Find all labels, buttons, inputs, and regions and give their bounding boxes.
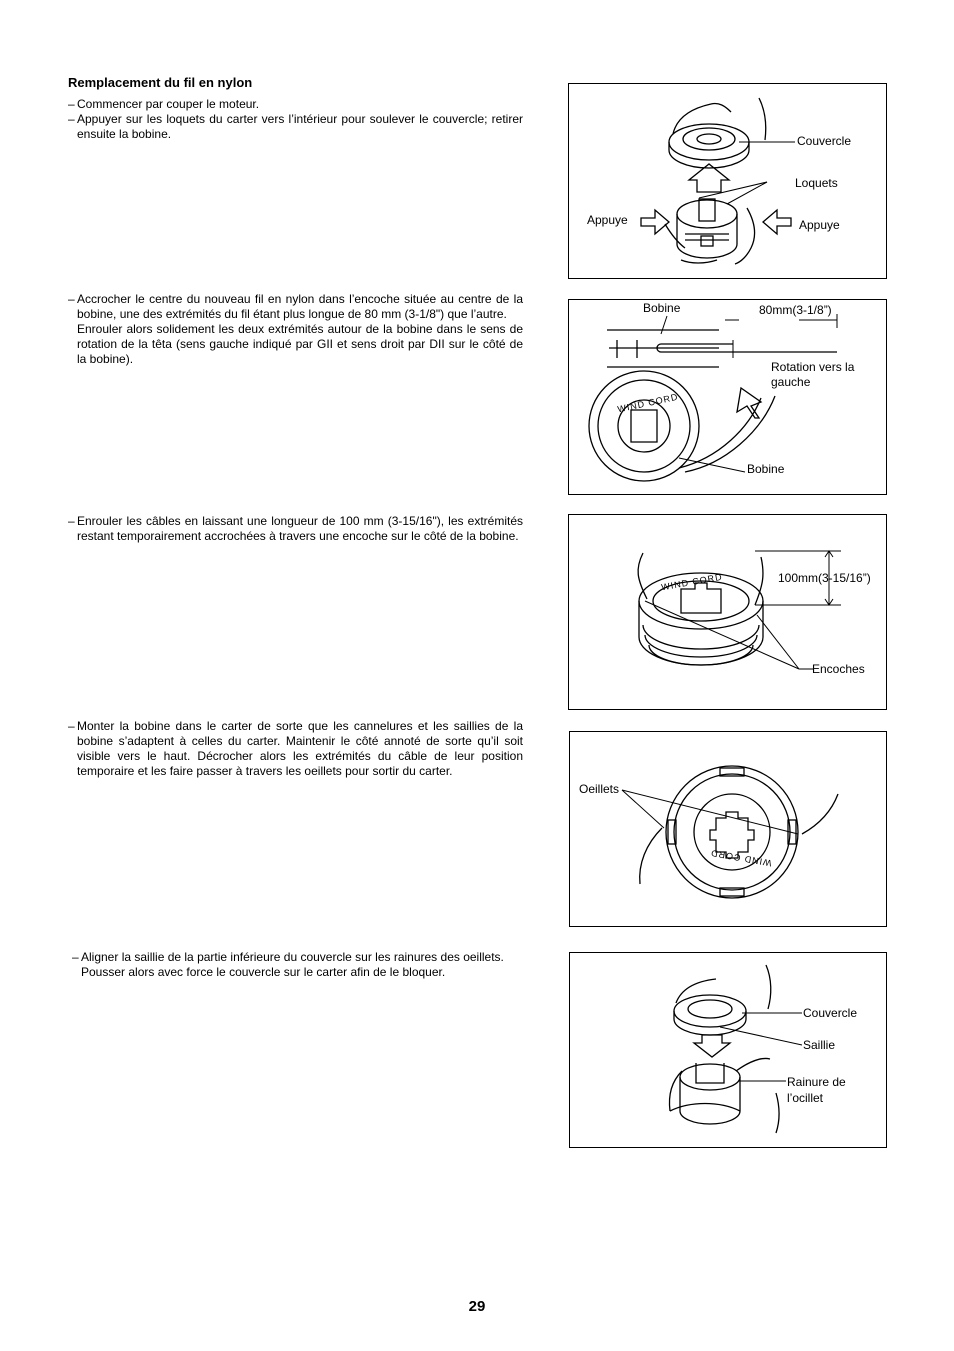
step-4-text: [68, 719, 523, 779]
figure-eyelets: [569, 731, 887, 927]
label-gauche: gauche: [771, 375, 811, 389]
step-2-continuation: Enrouler alors solidement les deux extrémités autour de la bobine dans le sens de rotation de la têta (sens gauche indiqué par GII et sens droit par DII sur le côté de la bobine).: [77, 322, 523, 366]
illustration-push-cover: [570, 953, 886, 1147]
label-bobine-top: Bobine: [643, 301, 681, 315]
label-loquets: Loquets: [795, 176, 838, 190]
illustration-spool-notches: [569, 515, 886, 709]
section-title: Remplacement du fil en nylon: [68, 75, 253, 90]
figure-remove-cover: [568, 83, 887, 279]
illustration-remove-cover: [569, 84, 886, 278]
label-couvercle: Couvercle: [797, 134, 852, 148]
label-saillie: Saillie: [803, 1038, 836, 1052]
illustration-wind-spool: [569, 300, 886, 494]
step-5-continuation: Pousser alors avec force le couvercle sur le carter afin de le bloquer.: [81, 965, 446, 979]
label-bobine-bottom: Bobine: [747, 462, 785, 476]
step-3-paragraph-1: – Enrouler les câbles en laissant une longueur de 100 mm (3-15/16"), les extrémités restant temporairement accrochées à travers une encoche sur le côté de la bobine.: [68, 514, 523, 543]
illustration-eyelets: [570, 732, 886, 926]
step-1-paragraph-2: – Appuyer sur les loquets du carter vers l’intérieur pour soulever le couvercle; retirer ensuite la bobine.: [68, 112, 523, 141]
spool-text-wind-cord-4: WIND CORD: [709, 847, 773, 869]
figure-push-cover: [569, 952, 887, 1148]
label-rainure-de: Rainure de: [787, 1075, 846, 1089]
spool-text-wind-cord: WIND CORD: [616, 391, 680, 415]
step-1-text: [68, 97, 523, 142]
label-appuye-left: Appuye: [587, 213, 628, 227]
step-4-paragraph-1: – Monter la bobine dans le carter de sorte que les cannelures et les saillies de la bobine s’adaptent à celles du carter. Maintenir le côté annoté de sorte qu’il soit visible vers le haut. Décrocher alors les extrémités du câble de leur position temporaire et les faire passer à travers les oeillets pour sortir du carter.: [68, 719, 523, 778]
label-locillet: l’ocillet: [787, 1091, 824, 1105]
page-number: 29: [468, 1298, 486, 1315]
step-3-text: [68, 514, 523, 544]
label-couvercle-5: Couvercle: [803, 1006, 858, 1020]
label-appuye-right: Appuye: [799, 218, 840, 232]
spool-text-wind-cord-3: WIND CORD: [660, 571, 724, 593]
figure-wind-spool: [568, 299, 887, 495]
label-80mm: 80mm(3-1/8”): [759, 303, 832, 317]
step-2-text: [68, 292, 523, 367]
step-2-paragraph-1: – Accrocher le centre du nouveau fil en nylon dans l’encoche située au centre de la bobine, une des extrémités du fil étant plus longue de 80 mm (3-1/8") que l’autre.: [68, 292, 523, 321]
label-encoches: Encoches: [812, 662, 865, 676]
step-5-text: [72, 950, 527, 980]
figure-spool-notches: [568, 514, 887, 710]
label-100mm: 100mm(3-15/16”): [778, 571, 871, 585]
step-1-paragraph-1: – Commencer par couper le moteur.: [68, 97, 260, 111]
label-oeillets: Oeillets: [579, 782, 620, 796]
step-5-paragraph-1: – Aligner la saillie de la partie inférieure du couvercle sur les rainures des oeillets.: [72, 950, 504, 964]
label-rotation-vers-la: Rotation vers la: [771, 360, 855, 374]
